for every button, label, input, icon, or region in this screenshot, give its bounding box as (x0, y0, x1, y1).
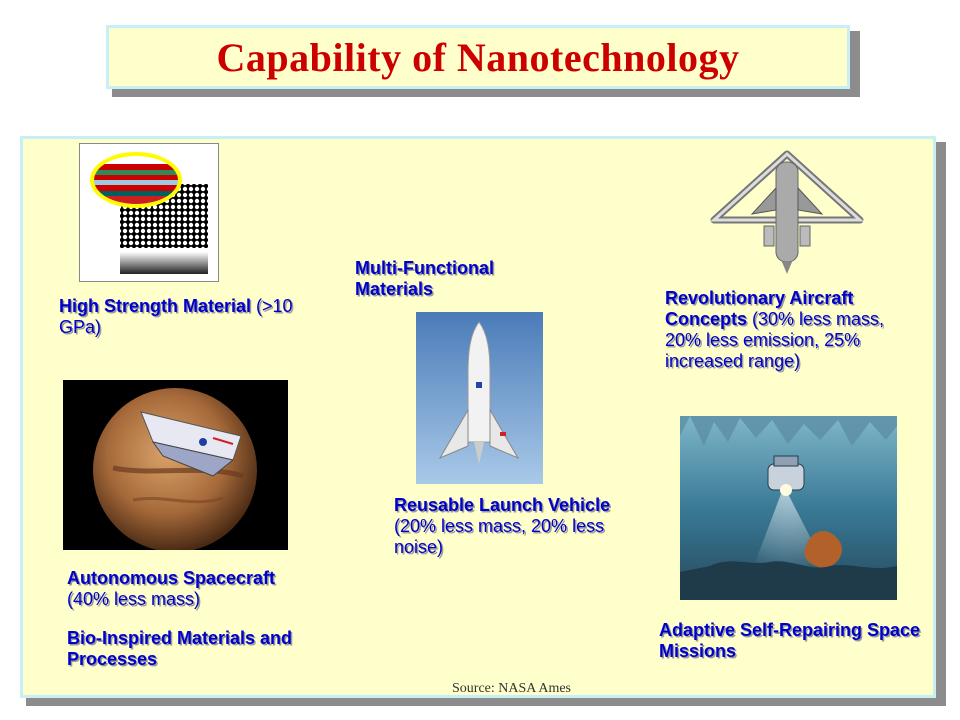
launch-vehicle-image (416, 312, 543, 484)
bio-inspired-label: Bio-Inspired Materials and Processes (67, 628, 293, 669)
high-strength-label: High Strength Material (>10 GPa) (59, 296, 293, 337)
launch-vehicle-label: Reusable Launch Vehicle (20% less mass, 20% less noise) (394, 495, 611, 557)
slide-title: Capability of Nanotechnology (216, 34, 740, 80)
multi-functional-label: Multi-Functional Materials (355, 258, 494, 299)
source-credit: Source: NASA Ames (452, 681, 571, 696)
title-banner (106, 25, 850, 89)
aircraft-label: Revolutionary Aircraft Concepts (30% less mass, 20% less emission, 25% increased range) (665, 288, 885, 371)
spacecraft-label: Autonomous Spacecraft (40% less mass) (67, 568, 276, 609)
self-repairing-label: Adaptive Self-Repairing Space Missions (659, 620, 921, 661)
aircraft-concept-image (706, 148, 868, 278)
mars-spacecraft-image (63, 380, 288, 550)
nanomaterial-layers-image (79, 143, 219, 282)
underwater-probe-image (680, 416, 897, 600)
